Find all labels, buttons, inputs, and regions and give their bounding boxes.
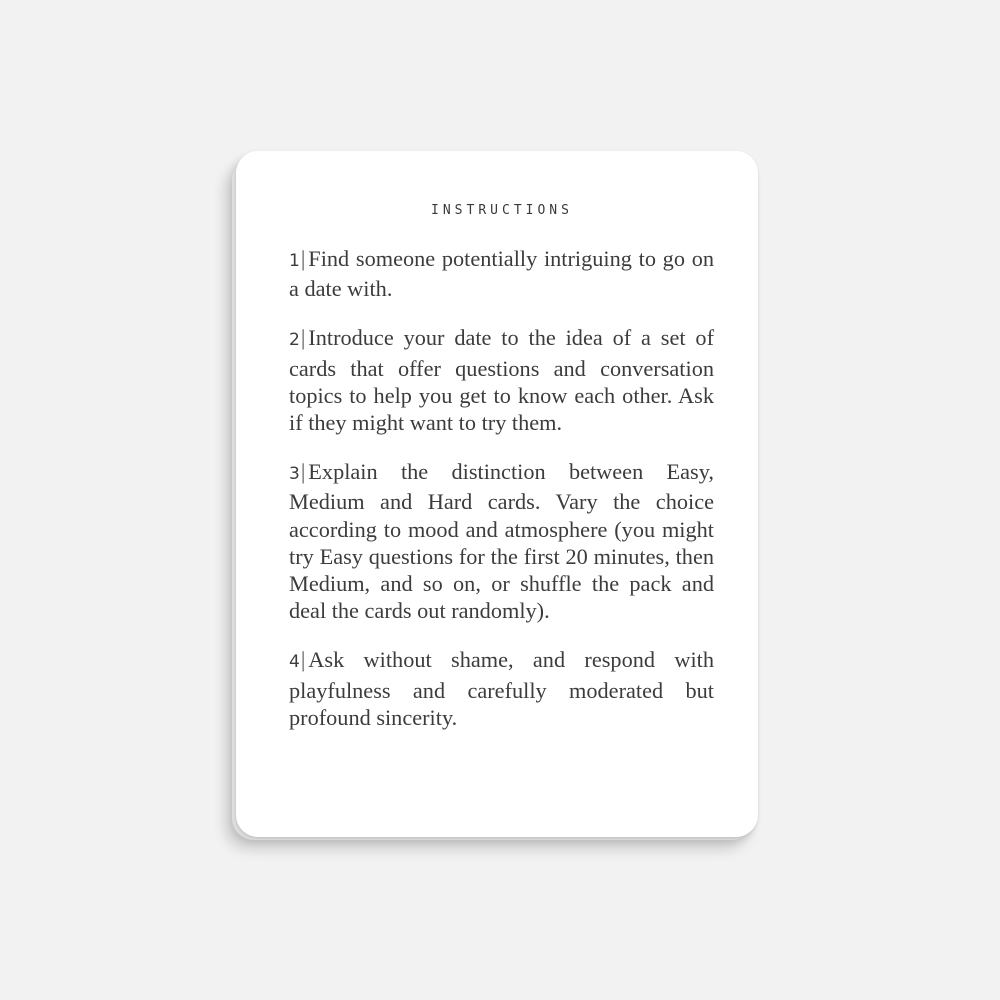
- item-text: Find someone potentially intriguing to go on a date with.: [289, 246, 714, 302]
- item-separator: |: [300, 325, 306, 351]
- card-heading: INSTRUCTIONS: [431, 203, 573, 218]
- item-number: 4: [289, 652, 300, 673]
- item-number: 3: [289, 464, 300, 485]
- instruction-item-3: [289, 458, 714, 624]
- instruction-item-4: [289, 646, 714, 731]
- instruction-item-2: [289, 324, 714, 436]
- item-text: Ask without shame, and respond with playfulness and carefully moderated but profound sincerity.: [289, 647, 714, 730]
- item-text: Explain the distinction between Easy, Medium and Hard cards. Vary the choice according to mood and atmosphere (you might try Easy questions for the first 20 minutes, then Medium, and so on, or shuffle the pack and deal the cards out randomly).: [289, 459, 714, 624]
- item-separator: |: [300, 246, 306, 271]
- instruction-list: [289, 245, 714, 753]
- item-text: Introduce your date to the idea of a set of cards that offer questions and conversation topics to help you get to know each other. Ask if they might want to try them.: [289, 325, 714, 436]
- item-separator: |: [300, 459, 306, 485]
- instruction-item-1: [289, 245, 714, 302]
- item-number: 2: [289, 330, 300, 351]
- item-number: 1: [289, 251, 300, 271]
- item-separator: |: [300, 647, 306, 673]
